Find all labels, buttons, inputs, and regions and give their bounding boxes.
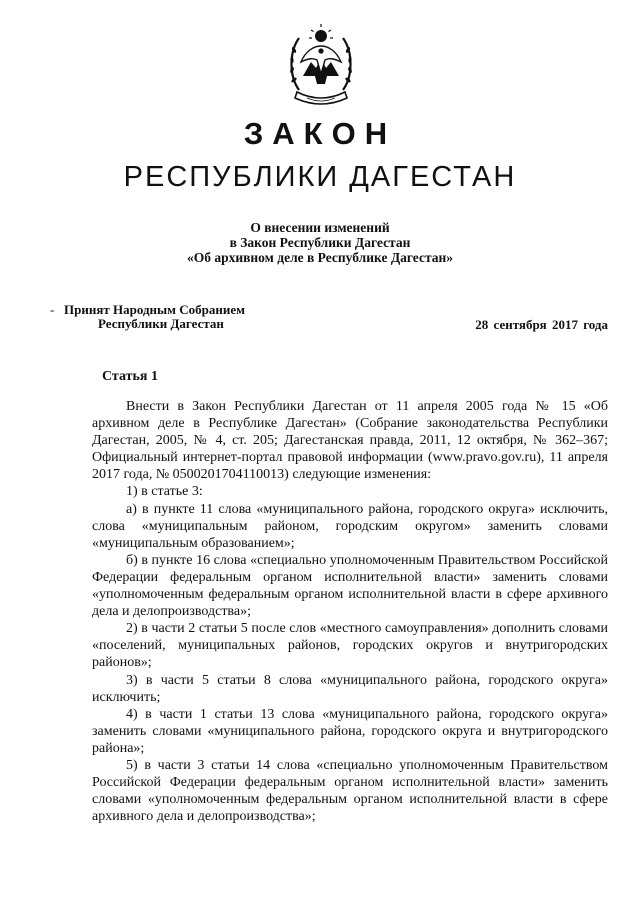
- adoption-date: 28 сентября 2017 года: [475, 317, 608, 332]
- paragraph: 4) в части 1 статьи 13 слова «муниципального района, городского округа» заменить словами «муниципального района, городского округа и внутригородского района»;: [92, 706, 608, 756]
- paragraph: 5) в части 3 статьи 14 слова «специально уполномоченным Правительством Российской Федерации федеральным органом исполнительной власти» заменить словами «уполномоченным федеральным органом исполнительной власти в сфере архивного дела и делопроизводства»;: [92, 757, 608, 825]
- adopted-line: Республики Дагестан: [98, 316, 224, 331]
- heading-line: О внесении изменений: [250, 220, 390, 235]
- document-heading: [0, 220, 640, 265]
- paragraph: а) в пункте 11 слова «муниципального района, городского округа» исключить, слова «муниципальным районом, городским округом» заменить словами «муниципальным образованием»;: [92, 501, 608, 551]
- paragraph: Внести в Закон Республики Дагестан от 11 апреля 2005 года № 15 «Об архивном деле в Республике Дагестан» (Собрание законодательства Республики Дагестан, 2005, № 4, ст. 205; Дагестанская правда, 2011, 12 октября, № 362–367; Официальный интернет-портал правовой информации (www.pravo.gov.ru), 11 апреля 2017 года, № 0500201704110013) следующие изменения:: [92, 399, 608, 483]
- margin-mark: -: [50, 302, 55, 317]
- article-title: Статья 1: [102, 369, 158, 384]
- article-body: [92, 398, 608, 825]
- paragraph: 2) в части 2 статьи 5 после слов «местного самоуправления» дополнить словами «поселений, муниципальных районов, городских округов и внутригородских районов»;: [92, 621, 608, 671]
- paragraph: б) в пункте 16 слова «специально уполномоченным Правительством Российской Федерации федеральным органом исполнительной власти» заменить словами «уполномоченным федеральным органом исполнительной власти в сфере архивного дела и делопроизводства»;: [92, 552, 608, 620]
- coat-of-arms-emblem: [285, 18, 357, 116]
- adopted-line: Принят Народным Собранием: [64, 302, 246, 317]
- paragraph: 1) в статье 3:: [126, 484, 203, 500]
- adopted-by: [50, 302, 246, 331]
- paragraph: 3) в части 5 статьи 8 слова «муниципального района, городского округа» исключить;: [92, 672, 608, 705]
- heading-line: в Закон Республики Дагестан: [229, 235, 411, 250]
- republic-title: РЕСПУБЛИКИ ДАГЕСТАН: [123, 161, 517, 193]
- law-title: ЗАКОН: [243, 116, 397, 151]
- heading-line: «Об архивном деле в Республике Дагестан»: [186, 250, 454, 265]
